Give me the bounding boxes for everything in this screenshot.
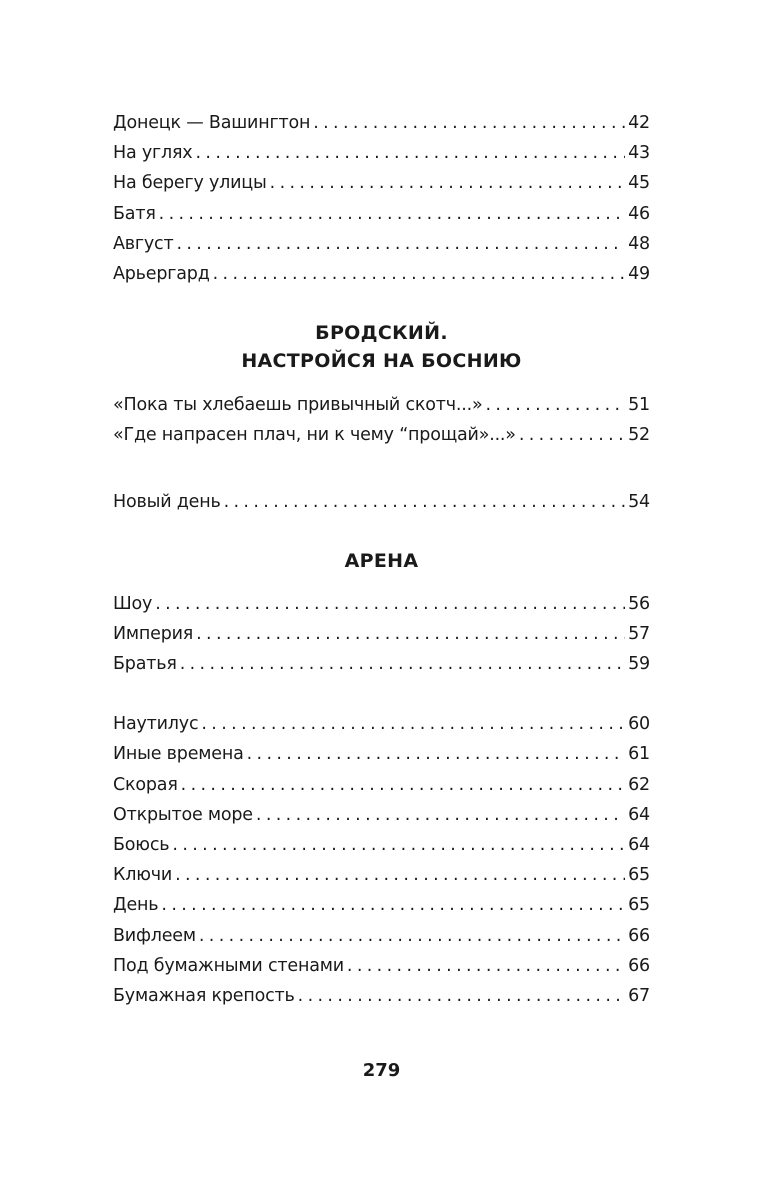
- toc-entry-page: 65: [628, 895, 650, 916]
- dot-leader: [224, 487, 626, 517]
- toc-entry-title: Наутилус: [113, 714, 199, 735]
- toc-entry-title: «Пока ты хлебаешь привычный скотч...»: [113, 395, 483, 416]
- toc-group: [113, 709, 650, 1011]
- toc-entry: [113, 921, 650, 951]
- toc-entry-page: 64: [628, 835, 650, 855]
- toc-entry: [113, 138, 650, 168]
- toc-entry-page: 52: [628, 425, 650, 446]
- dot-leader: [270, 168, 625, 198]
- toc-entry: [113, 951, 650, 981]
- toc-entry-page: 46: [628, 203, 650, 224]
- toc-entry: [113, 229, 650, 259]
- toc-entry-title: Империя: [113, 623, 194, 644]
- toc-entry-title: Арьергард: [113, 263, 210, 284]
- toc-entry-page: 64: [628, 804, 650, 825]
- toc-entry: [113, 830, 650, 860]
- dot-leader: [256, 800, 625, 830]
- toc-entry-page: 43: [628, 143, 650, 164]
- toc-entry: [113, 420, 650, 450]
- toc-entry-page: 60: [628, 714, 650, 735]
- dot-leader: [199, 921, 625, 951]
- toc-entry-title: Август: [113, 233, 174, 254]
- toc-group: [113, 487, 650, 517]
- toc-entry-title: Вифлеем: [113, 925, 196, 946]
- dot-leader: [195, 138, 625, 168]
- section-heading-arena: [113, 547, 650, 575]
- toc-entry-title: Братья: [113, 654, 177, 675]
- dot-leader: [313, 108, 625, 138]
- toc-entry: [113, 168, 650, 198]
- dot-leader: [161, 890, 625, 920]
- toc-entry-title: На углях: [113, 143, 193, 164]
- toc-entry-page: 42: [628, 113, 650, 133]
- toc-entry: [113, 739, 650, 769]
- toc-entry-title: Открытое море: [113, 804, 253, 825]
- dot-leader: [213, 259, 626, 289]
- dot-leader: [176, 229, 625, 259]
- dot-leader: [247, 739, 626, 769]
- toc-entry-title: Боюсь: [113, 835, 170, 855]
- toc-entry-page: 66: [628, 955, 650, 976]
- toc-entry: [113, 860, 650, 890]
- toc-entry-page: 45: [628, 173, 650, 194]
- dot-leader: [159, 199, 625, 229]
- section-heading-line: БРОДСКИЙ.: [315, 322, 448, 345]
- dot-leader: [201, 709, 625, 739]
- toc-entry-title: Ключи: [113, 865, 173, 886]
- section-heading-brodsky: [113, 319, 650, 375]
- toc-entry: [113, 800, 650, 830]
- toc-entry: [113, 487, 650, 517]
- dot-leader: [298, 981, 625, 1011]
- section-heading-line: НАСТРОЙСЯ НА БОСНИЮ: [241, 350, 522, 373]
- dot-leader: [180, 649, 625, 679]
- toc-entry-title: Батя: [113, 203, 156, 224]
- toc-entry: [113, 709, 650, 739]
- toc-entry: [113, 259, 650, 289]
- toc-entry-title: На берегу улицы: [113, 173, 267, 194]
- section-heading-line: АРЕНА: [344, 549, 419, 572]
- toc-entry-page: 61: [628, 744, 650, 765]
- dot-leader: [486, 390, 626, 420]
- toc-entry-title: Донецк — Вашингтон: [113, 113, 311, 133]
- toc-entry: [113, 108, 650, 138]
- toc-entry-page: 54: [628, 491, 650, 512]
- toc-entry-page: 65: [628, 865, 650, 886]
- toc-entry-title: Новый день: [113, 491, 221, 512]
- dot-leader: [155, 589, 625, 619]
- toc-entry: [113, 390, 650, 420]
- dot-leader: [181, 770, 625, 800]
- toc-entry: [113, 890, 650, 920]
- toc-entry-page: 51: [628, 395, 650, 416]
- toc-entry-page: 67: [628, 985, 650, 1006]
- toc-entry: [113, 589, 650, 619]
- toc-group: [113, 589, 650, 680]
- page-number: 279: [362, 1060, 401, 1082]
- toc-entry: [113, 649, 650, 679]
- toc-entry-title: Иные времена: [113, 744, 244, 765]
- toc-entry-page: 48: [628, 233, 650, 254]
- toc-group: [113, 108, 650, 289]
- dot-leader: [172, 830, 625, 860]
- toc-entry-page: 59: [628, 654, 650, 675]
- toc-entry-title: Скорая: [113, 774, 178, 795]
- toc-entry: [113, 619, 650, 649]
- toc-entry-title: «Где напрасен плач, ни к чему “прощай»...»: [113, 425, 516, 446]
- toc-entry-page: 62: [628, 774, 650, 795]
- toc-entry-page: 56: [628, 593, 650, 614]
- toc-entry-title: Под бумажными стенами: [113, 955, 344, 976]
- dot-leader: [347, 951, 625, 981]
- toc-entry: [113, 981, 650, 1011]
- toc-entry-page: 57: [628, 623, 650, 644]
- toc-entry-title: Шоу: [113, 593, 153, 614]
- toc-entry-title: День: [113, 895, 159, 916]
- dot-leader: [196, 619, 625, 649]
- dot-leader: [175, 860, 625, 890]
- toc-entry-page: 66: [628, 925, 650, 946]
- toc-group: [113, 390, 650, 450]
- toc-entry-title: Бумажная крепость: [113, 985, 295, 1006]
- toc-entry: [113, 199, 650, 229]
- dot-leader: [519, 420, 625, 450]
- toc-entry: [113, 770, 650, 800]
- toc-entry-page: 49: [628, 263, 650, 284]
- table-of-contents: [113, 108, 650, 1085]
